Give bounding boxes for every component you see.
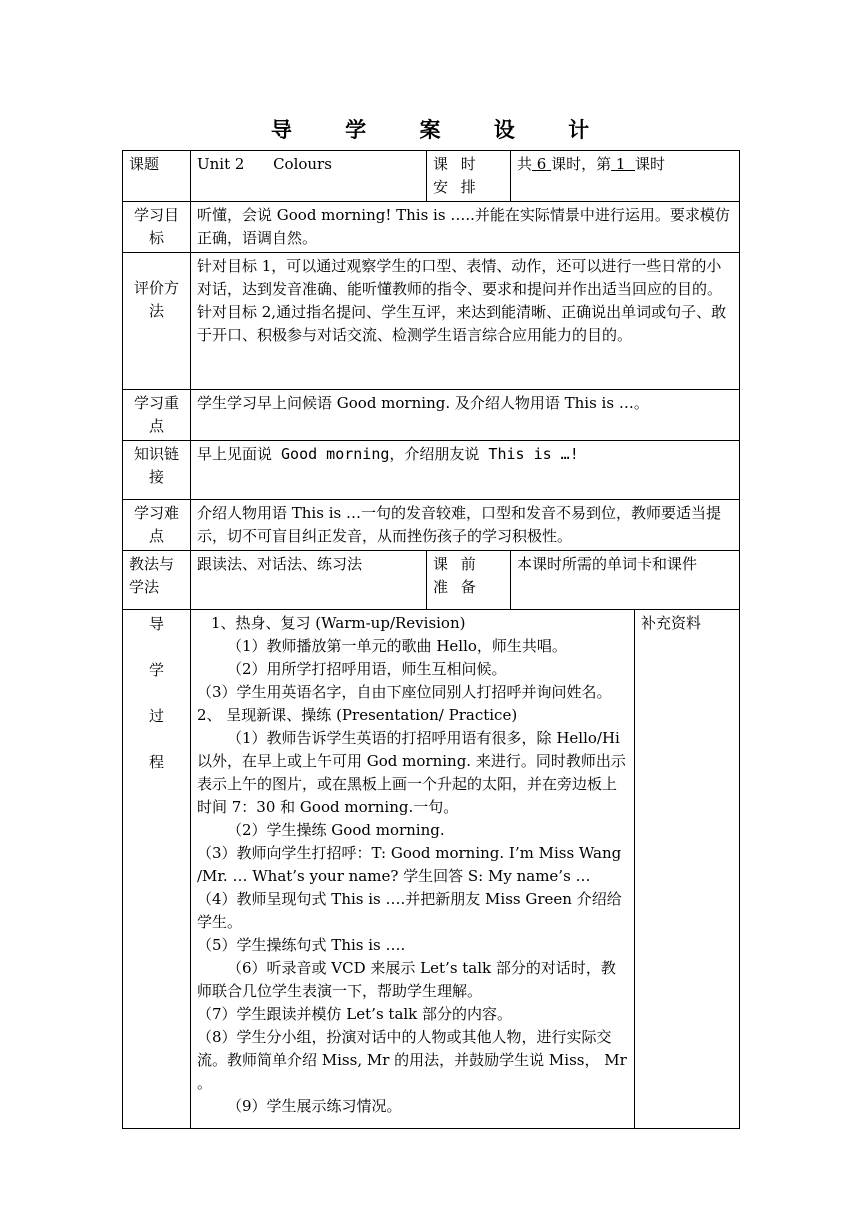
row-goal [123, 202, 740, 253]
step-2-3: （3）教师向学生打招呼：T: Good morning. I’m Miss Wang /Mr. … What’s your name? 学生回答 S: My name’s … [197, 844, 622, 885]
supplement-label: 补充资料 [635, 610, 740, 1129]
focus-label: 学习重点 [123, 390, 191, 441]
step-2-heading: 2、 呈现新课、操练 (Presentation/ Practice) [197, 706, 518, 724]
hours-suffix: 课时 [635, 155, 666, 173]
hours-current: 1 [615, 155, 626, 173]
step-2-4: （4）教师呈现句式 This is ….并把新朋友 Miss Green 介绍给学生。 [197, 890, 622, 931]
link-text: 早上见面说 Good morning，介绍朋友说 This is …! [191, 441, 740, 500]
eval-label: 评价方法 [123, 253, 191, 390]
row-eval [123, 253, 740, 390]
step-2-1: （1）教师告诉学生英语的打招呼用语有很多，除 Hello/Hi 以外，在早上或上午可用 God morning. 来进行。同时教师出示表示上午的图片，或在黑板上画一个升起的太阳，并在旁边板上时间 7：30 和 Good morning.一句。 [197, 729, 626, 816]
row-difficulty [123, 500, 740, 551]
step-1-1: （1）教师播放第一单元的歌曲 Hello，师生共唱。 [227, 637, 567, 655]
hours-total: 6 [536, 155, 547, 173]
hours-prefix: 共 [517, 155, 533, 173]
course-label: 课题 [123, 151, 191, 202]
process-label [123, 610, 191, 1129]
step-1-heading: 1、热身、复习 (Warm-up/Revision) [211, 614, 466, 632]
row-focus [123, 390, 740, 441]
step-2-2: （2）学生操练 Good morning. [227, 821, 445, 839]
difficulty-label: 学习难点 [123, 500, 191, 551]
process-label-char-2: 学 [148, 661, 164, 679]
row-course [123, 151, 740, 202]
focus-text: 学生学习早上问候语 Good morning. 及介绍人物用语 This is …。 [191, 390, 740, 441]
method-label: 教法与学法 [123, 551, 191, 610]
step-2-8: （8）学生分小组，扮演对话中的人物或其他人物，进行实际交流。教师简单介绍 Miss, Mr 的用法，并鼓励学生说 Miss， Mr 。 [197, 1028, 627, 1092]
goal-text: 听懂，会说 Good morning! This is …..并能在实际情景中进行运用。要求模仿正确，语调自然。 [191, 202, 740, 253]
process-label-char-3: 过 [148, 707, 164, 725]
hours-mid: 课时，第 [551, 155, 612, 173]
step-2-6: （6）听录音或 VCD 来展示 Let’s talk 部分的对话时，教师联合几位学生表演一下，帮助学生理解。 [197, 959, 616, 1000]
goal-label: 学习目标 [123, 202, 191, 253]
row-link [123, 441, 740, 500]
page-title: 导 学 案 设 计 [270, 117, 613, 142]
eval-text [191, 253, 740, 390]
prep-label: 课 前 准 备 [427, 551, 511, 610]
lesson-plan-table [122, 150, 740, 1129]
link-label: 知识链接 [123, 441, 191, 500]
course-topic-cell [191, 151, 427, 202]
prep-text: 本课时所需的单词卡和课件 [511, 551, 740, 610]
row-method [123, 551, 740, 610]
difficulty-text: 介绍人物用语 This is …一句的发音较难，口型和发音不易到位，教师要适当提示，切不可盲目纠正发音，从而挫伤孩子的学习积极性。 [191, 500, 740, 551]
method-text: 跟读法、对话法、练习法 [191, 551, 427, 610]
eval-paragraph-2: 针对目标 2,通过指名提问、学生互评，来达到能清晰、正确说出单词或句子、敢于开口、积极参与对话交流、检测学生语言综合应用能力的目的。 [197, 303, 727, 344]
step-2-5: （5）学生操练句式 This is …. [197, 936, 406, 954]
row-process [123, 610, 740, 1129]
step-2-9: （9）学生展示练习情况。 [227, 1097, 402, 1115]
process-label-char-1: 导 [148, 615, 164, 633]
course-topic: Colours [273, 155, 332, 173]
schedule-label: 课 时 安 排 [427, 151, 511, 202]
course-unit: Unit 2 [197, 155, 245, 173]
step-2-7: （7）学生跟读并模仿 Let’s talk 部分的内容。 [197, 1005, 513, 1023]
step-1-2: （2）用所学打招呼用语，师生互相问候。 [227, 660, 507, 678]
eval-paragraph-1: 针对目标 1，可以通过观察学生的口型、表情、动作，还可以进行一些日常的小对话，达到发音准确、能听懂教师的指令、要求和提问并作出适当回应的目的。 [197, 257, 723, 298]
process-content [191, 610, 635, 1129]
schedule-value [511, 151, 740, 202]
step-1-3: （3）学生用英语名字，自由下座位同别人打招呼并询问姓名。 [197, 683, 612, 701]
process-label-char-4: 程 [148, 753, 164, 771]
